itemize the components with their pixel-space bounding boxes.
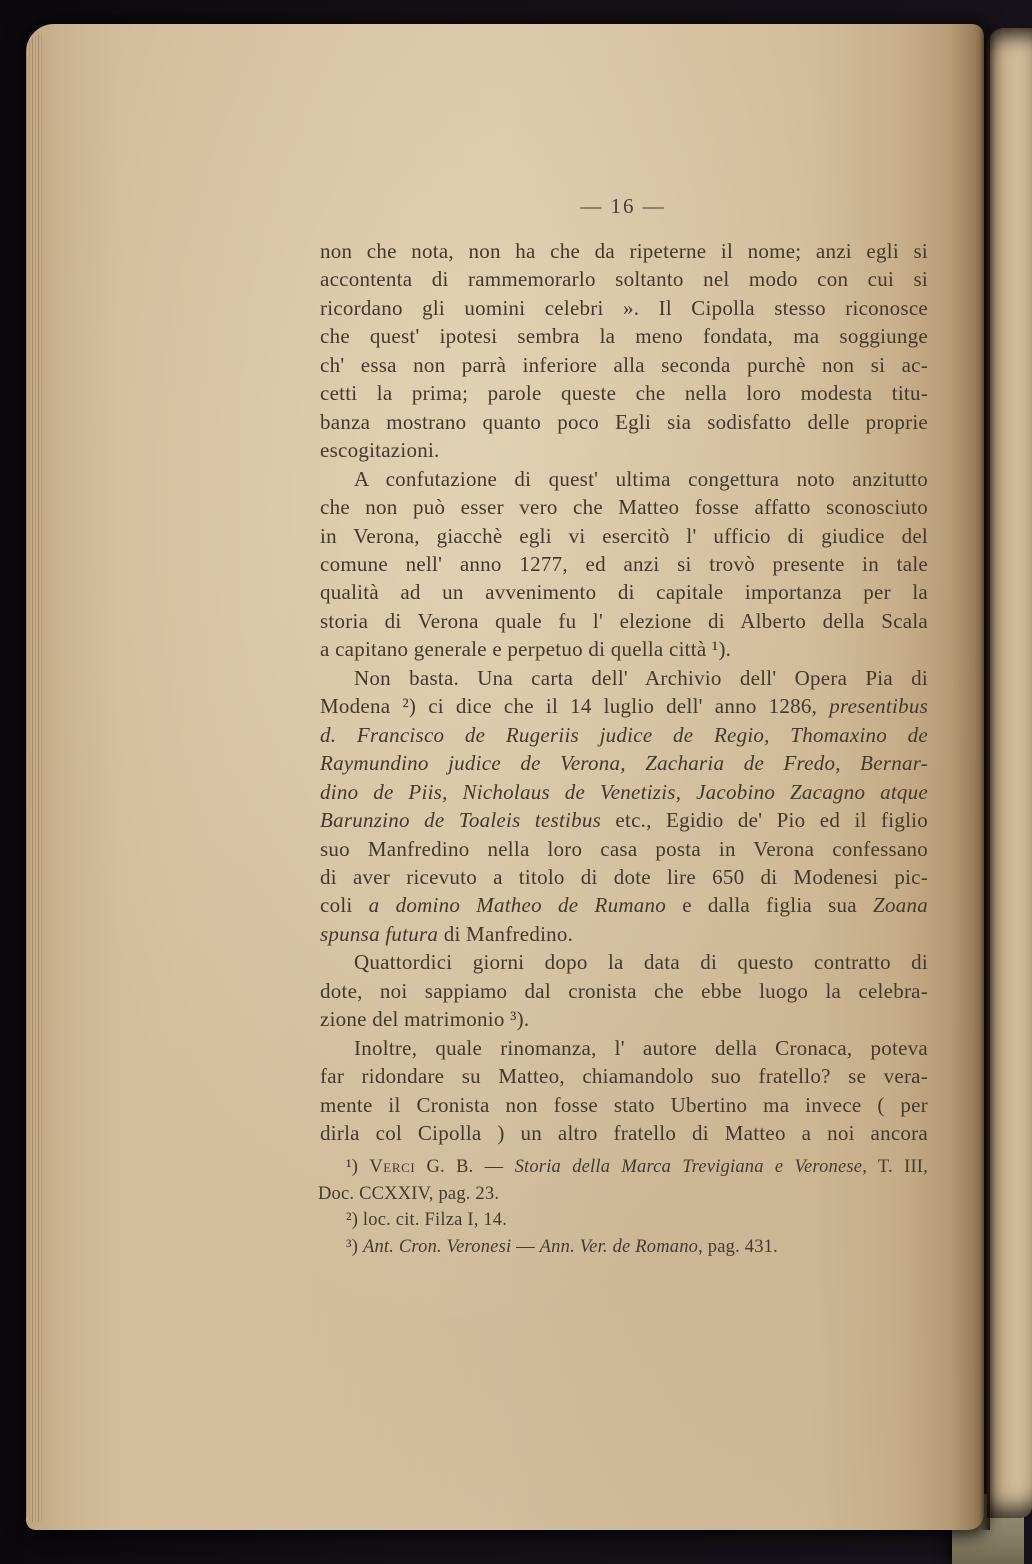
text-line (320, 1034, 928, 1062)
footnotes (318, 1154, 928, 1260)
text-line (320, 578, 928, 606)
text-segment: non che nota, non ha che da ripeterne il nome; anzi egli si (320, 239, 928, 263)
italic-text: Storia della Marca Trevigiana e Veronese (514, 1157, 863, 1177)
text-segment: far ridondare su Matteo, chiamandolo suo fratello? se vera- (320, 1064, 928, 1089)
text-segment: etc., Egidio de' Pio ed il figlio (601, 808, 928, 833)
text-line (320, 721, 928, 749)
italic-text: presentibus (829, 694, 928, 719)
text-line (320, 692, 928, 720)
text-segment: escogitazioni. (320, 438, 440, 463)
text-segment: dote, noi sappiamo dal cronista che ebbe luogo la celebra- (320, 978, 928, 1003)
text-segment: mente il Cronista non fosse stato Ubertino ma invece ( per (320, 1092, 928, 1117)
italic-text: a domino Matheo de Rumano (368, 893, 667, 918)
text-segment: comune nell' anno 1277, ed anzi si trovò presente in tale (320, 551, 928, 576)
text-segment: Inoltre, quale rinomanza, l' autore della Cronaca, poteva (354, 1035, 928, 1060)
text-segment: cetti la prima; parole queste che nella loro modesta titu- (320, 381, 928, 406)
text-segment: Modena ²) ci dice che il 14 luglio dell' anno 1286, (320, 694, 830, 719)
text-segment: storia di Verona quale fu l' elezione di Alberto della Scala (320, 608, 928, 633)
text-line (320, 948, 928, 976)
italic-text: Ant. Cron. Veronesi (362, 1236, 512, 1257)
text-segment: Quattordici giorni dopo la data di questo contratto di (354, 950, 928, 975)
page-number: — 16 — (580, 194, 666, 218)
text-segment: accontenta di rammemorarlo soltanto nel modo con cui si (320, 267, 928, 292)
text-segment: di Manfredino. (438, 921, 574, 946)
text-segment: ¹) (346, 1157, 370, 1177)
text-line (320, 237, 928, 265)
text-segment: A confutazione di quest' ultima congettura noto anzitutto (354, 466, 928, 491)
text-segment: , pag. 431. (698, 1236, 778, 1257)
text-segment: che non può esser vero che Matteo fosse affatto sconosciuto (320, 495, 928, 520)
text-line (320, 778, 928, 806)
text-segment: a capitano generale e perpetuo di quella città ¹). (320, 637, 732, 662)
text-segment: — (511, 1236, 540, 1257)
text-line (320, 607, 928, 635)
text-line (320, 977, 928, 1005)
text-line (320, 863, 928, 891)
text-line (320, 550, 928, 578)
text-segment: banza mostrano quanto poco Egli sia sodisfatto delle proprie (320, 409, 928, 434)
footnote-line (318, 1207, 928, 1234)
text-segment: Doc. CCXXIV, pag. 23. (318, 1183, 500, 1204)
text-segment: in Verona, giacchè egli vi esercitò l' ufficio di giudice del (320, 523, 928, 548)
gutter-shadow (980, 24, 990, 1530)
text-line (320, 1062, 928, 1090)
text-segment: suo Manfredino nella loro casa posta in Verona confessano (320, 836, 928, 861)
text-segment: zione del matrimonio ³). (320, 1007, 530, 1032)
text-line (320, 920, 928, 948)
italic-text: Zoana (873, 893, 928, 918)
text-segment: che quest' ipotesi sembra la meno fondata, ma soggiunge (320, 324, 928, 349)
text-line (320, 749, 928, 777)
text-line (320, 635, 928, 663)
text-line (320, 436, 928, 464)
text-line (320, 322, 928, 350)
italic-text: Barunzino de Toaleis testibus (320, 808, 602, 833)
text-segment: qualità ad un avvenimento di capitale importanza per la (320, 580, 928, 605)
italic-text: dino de Piis, Nicholaus de Venetizis, Jacobino Zacagno atque (320, 779, 928, 804)
text-line (320, 1005, 928, 1033)
text-line (320, 522, 928, 550)
footnote-line (318, 1181, 928, 1208)
text-segment: di aver ricevuto a titolo di dote lire 650 di Modenesi pic- (320, 864, 928, 889)
text-line (320, 465, 928, 493)
body-text (320, 237, 928, 1148)
text-line (320, 408, 928, 436)
italic-text: Ann. Ver. de Romano (539, 1236, 699, 1257)
text-segment: Non basta. Una carta dell' Archivio dell' Opera Pia di (354, 665, 928, 690)
text-segment: dirla col Cipolla ) un altro fratello di Matteo a noi ancora (320, 1121, 928, 1146)
text-line (320, 351, 928, 379)
footnote-line (318, 1154, 928, 1181)
page-stack-edges (26, 34, 43, 1522)
text-segment: ³) (346, 1236, 363, 1257)
italic-text: d. Francisco de Rugeriis judice de Regio, Thomaxino de (320, 722, 928, 747)
text-segment: ricordano gli uomini celebri ». Il Cipolla stesso riconosce (320, 295, 928, 320)
text-line (320, 664, 928, 692)
italic-text: Raymundino judice de Verona, Zacharia de Fredo, Bernar- (320, 751, 928, 776)
text-line (320, 379, 928, 407)
text-segment: coli (320, 893, 369, 918)
facing-page-edge (987, 28, 1032, 1518)
text-line (320, 891, 928, 919)
text-line (320, 294, 928, 322)
italic-text: spunsa futura (320, 921, 439, 946)
text-line (320, 1119, 928, 1147)
text-segment: , T. III, (862, 1157, 928, 1177)
book-page (26, 24, 984, 1530)
text-segment: e dalla figlia sua (666, 893, 874, 918)
smallcaps-text: Verci (369, 1157, 416, 1177)
text-line (320, 1091, 928, 1119)
text-segment: G. B. — (415, 1157, 515, 1177)
text-segment: ²) loc. cit. Filza I, 14. (346, 1210, 508, 1230)
text-segment: ch' essa non parrà inferiore alla seconda purchè non si ac- (320, 352, 928, 377)
footnote-line (318, 1234, 928, 1261)
text-line (320, 806, 928, 834)
text-line (320, 493, 928, 521)
text-line (320, 265, 928, 293)
text-line (320, 835, 928, 863)
